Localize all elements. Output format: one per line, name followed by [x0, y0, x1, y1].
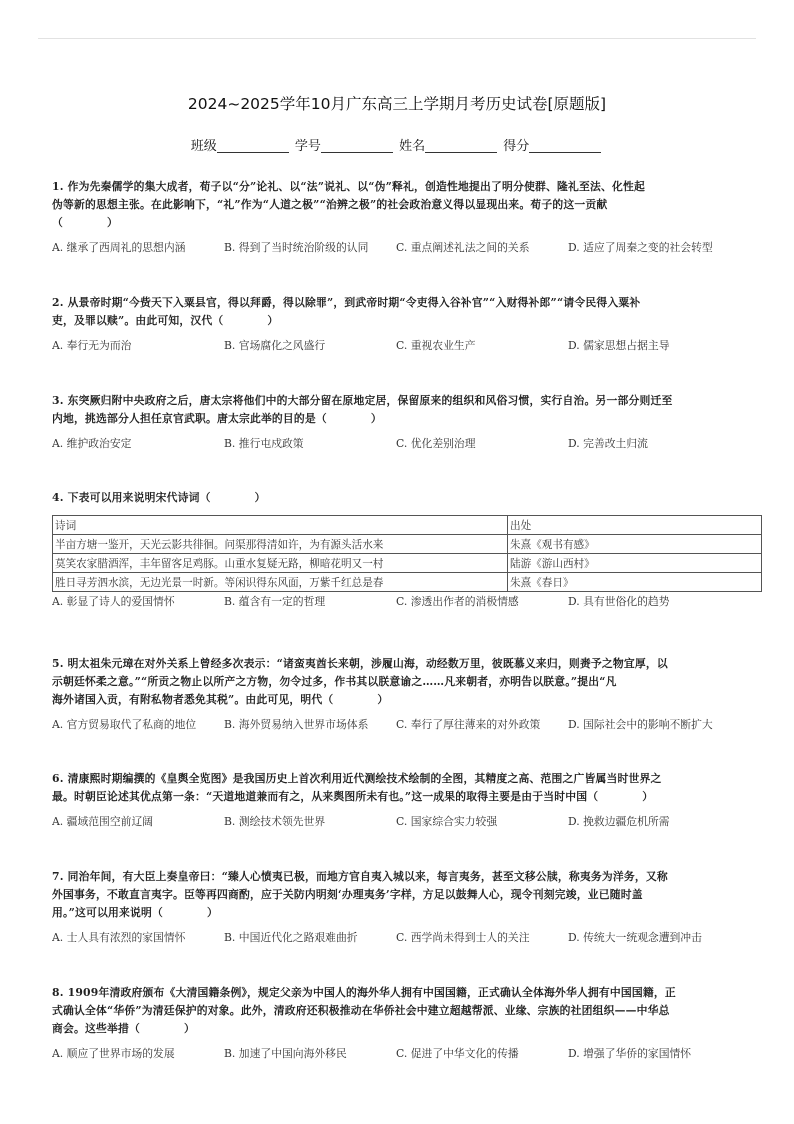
question-stem: 4. 下表可以用来说明宋代诗词（ ） [52, 491, 266, 504]
question-stem: 8. 1909年清政府颁布《大清国籍条例》，规定父亲为中国人的海外华人拥有中国国籍，正式确认全体海外华人拥有中国国籍，正 式确认全体“华侨”为清廷保护的对象。此外，清政府还积极推动在华侨社会中建立超越帮派、业缘、宗族的社团组织——中华总 商会。这些举措（ ） [52, 986, 676, 1035]
option-b[interactable]: B. 得到了当时统治阶级的认同 [224, 241, 369, 254]
question-1 [52, 178, 742, 255]
question-stem: 7. 同治年间，有大臣上奏皇帝曰：“臻人心愤夷已极，而地方官自夷入城以来，每言夷务，甚至文移公牍，称夷务为洋务，又称 外国事务，不敢直言夷字。臣等再四商酌，应于关防内明刻‘办理夷务’字样，方足以鼓舞人心，现令刊刻完竣，业已随时盖 用。”这可以用来说明（ ） [52, 870, 668, 919]
table-header: 诗词 [53, 516, 508, 535]
option-d[interactable]: D. 传统大一统观念遭到冲击 [568, 931, 702, 944]
option-b[interactable]: B. 蕴含有一定的哲理 [224, 595, 326, 608]
option-b[interactable]: B. 推行屯戍政策 [224, 437, 304, 450]
class-label: 班级 [190, 139, 217, 154]
option-b[interactable]: B. 加速了中国向海外移民 [224, 1047, 347, 1060]
option-c[interactable]: C. 西学尚未得到士人的关注 [396, 931, 530, 944]
question-stem: 2. 从景帝时期“今赀天下入粟县官，得以拜爵，得以除罪”，到武帝时期“令吏得入谷补官”“入财得补郎”“请令民得入粟补 吏，及罪以赎”。由此可知，汉代（ ） [52, 296, 641, 327]
option-c[interactable]: C. 重点阐述礼法之间的关系 [396, 241, 530, 254]
options-row [52, 338, 742, 353]
name-blank[interactable] [425, 138, 497, 153]
option-d[interactable]: D. 适应了周秦之变的社会转型 [568, 241, 713, 254]
table-header-row [53, 516, 762, 535]
question-2 [52, 294, 742, 353]
option-d[interactable]: D. 儒家思想占据主导 [568, 339, 670, 352]
option-d[interactable]: D. 国际社会中的影响不断扩大 [568, 718, 713, 731]
question-4 [52, 489, 742, 609]
options-row [52, 436, 742, 451]
table-cell: 陆游《游山西村》 [508, 554, 762, 573]
question-3 [52, 392, 742, 451]
question-stem: 3. 东突厥归附中央政府之后，唐太宗将他们中的大部分留在原地定居，保留原来的组织和风俗习惯，实行自治。另一部分则迁至 内地，挑选部分人担任京官武职。唐太宗此举的目的是（ ） [52, 394, 673, 425]
option-a[interactable]: A. 继承了西周礼的思想内涵 [52, 241, 186, 254]
table-row [53, 535, 762, 554]
option-a[interactable]: A. 顺应了世界市场的发展 [52, 1047, 175, 1060]
table-cell: 胜日寻芳泗水滨，无边光景一时新。等闲识得东风面，万紫千红总是春 [53, 573, 508, 592]
table-row [53, 554, 762, 573]
option-c[interactable]: C. 优化差别治理 [396, 437, 476, 450]
option-c[interactable]: C. 渗透出作者的消极情感 [396, 595, 519, 608]
option-c[interactable]: C. 奉行了厚往薄来的对外政策 [396, 718, 541, 731]
option-c[interactable]: C. 国家综合实力较强 [396, 815, 498, 828]
option-a[interactable]: A. 彰显了诗人的爱国情怀 [52, 595, 175, 608]
class-blank[interactable] [217, 138, 289, 153]
option-a[interactable]: A. 疆域范围空前辽阔 [52, 815, 154, 828]
page-title: 2024~2025学年10月广东高三上学期月考历史试卷[原题版] [187, 95, 607, 113]
table-cell: 朱熹《春日》 [508, 573, 762, 592]
poem-table [52, 515, 762, 592]
student-id-label: 学号 [294, 139, 321, 154]
option-a[interactable]: A. 官方贸易取代了私商的地位 [52, 718, 197, 731]
options-row [52, 717, 742, 732]
option-a[interactable]: A. 士人具有浓烈的家国情怀 [52, 931, 186, 944]
option-d[interactable]: D. 增强了华侨的家国情怀 [568, 1047, 692, 1060]
table-header: 出处 [508, 516, 762, 535]
student-id-blank[interactable] [321, 138, 393, 153]
option-a[interactable]: A. 维护政治安定 [52, 437, 132, 450]
option-c[interactable]: C. 促进了中华文化的传播 [396, 1047, 519, 1060]
options-row [52, 930, 742, 945]
question-stem: 6. 清康熙时期编撰的《皇舆全览图》是我国历史上首次利用近代测绘技术绘制的全图，其精度之高、范围之广皆属当时世界之 最。时朝臣论述其优点第一条：“天道地道兼而有之，从来舆图所未有也。”这一成果的取得主要是由于当时中国（ ） [52, 772, 662, 803]
option-a[interactable]: A. 奉行无为而治 [52, 339, 132, 352]
table-cell: 半亩方塘一鉴开，天光云影共徘徊。问渠那得清如许，为有源头活水来 [53, 535, 508, 554]
student-info-row [0, 135, 794, 154]
question-8 [52, 984, 742, 1061]
option-d[interactable]: D. 挽救边疆危机所需 [568, 815, 670, 828]
option-d[interactable]: D. 完善改土归流 [568, 437, 648, 450]
question-stem: 5. 明太祖朱元璋在对外关系上曾经多次表示：“诸蛮夷酋长来朝，涉履山海，动经数万里，彼既慕义来归，则赉予之物宜厚，以 示朝廷怀柔之意。”“所贡之物止以所产之方物，勿令过多，作书其以朕意谕之……凡来朝者，亦明告以朕意。”提出“凡 海外诸国入贡，有附私物者悉免其税”。由此可见，明代（ ） [52, 657, 668, 706]
options-row [52, 814, 742, 829]
table-cell: 朱熹《观书有感》 [508, 535, 762, 554]
option-b[interactable]: B. 中国近代化之路艰难曲折 [224, 931, 358, 944]
options-row [52, 594, 742, 609]
option-c[interactable]: C. 重视农业生产 [396, 339, 476, 352]
options-row [52, 1046, 742, 1061]
option-b[interactable]: B. 海外贸易纳入世界市场体系 [224, 718, 369, 731]
option-b[interactable]: B. 测绘技术领先世界 [224, 815, 326, 828]
question-5 [52, 655, 742, 732]
name-label: 姓名 [399, 139, 426, 154]
table-cell: 莫笑农家腊酒浑，丰年留客足鸡豚。山重水复疑无路，柳暗花明又一村 [53, 554, 508, 573]
score-label: 得分 [503, 139, 530, 154]
question-stem: 1. 作为先秦儒学的集大成者，荀子以“分”论礼、以“法”说礼、以“伪”释礼，创造性地提出了明分使群、隆礼至法、化性起 伪等新的思想主张。在此影响下，“礼”作为“人道之极”“治辨之极”的社会政治意义得以显现出来。荀子的这一贡献 （ ） [52, 180, 645, 229]
option-d[interactable]: D. 具有世俗化的趋势 [568, 595, 670, 608]
score-blank[interactable] [529, 138, 601, 153]
options-row [52, 240, 742, 255]
question-7 [52, 868, 742, 945]
option-b[interactable]: B. 官场腐化之风盛行 [224, 339, 326, 352]
top-divider [38, 38, 756, 39]
table-row [53, 573, 762, 592]
question-6 [52, 770, 742, 829]
